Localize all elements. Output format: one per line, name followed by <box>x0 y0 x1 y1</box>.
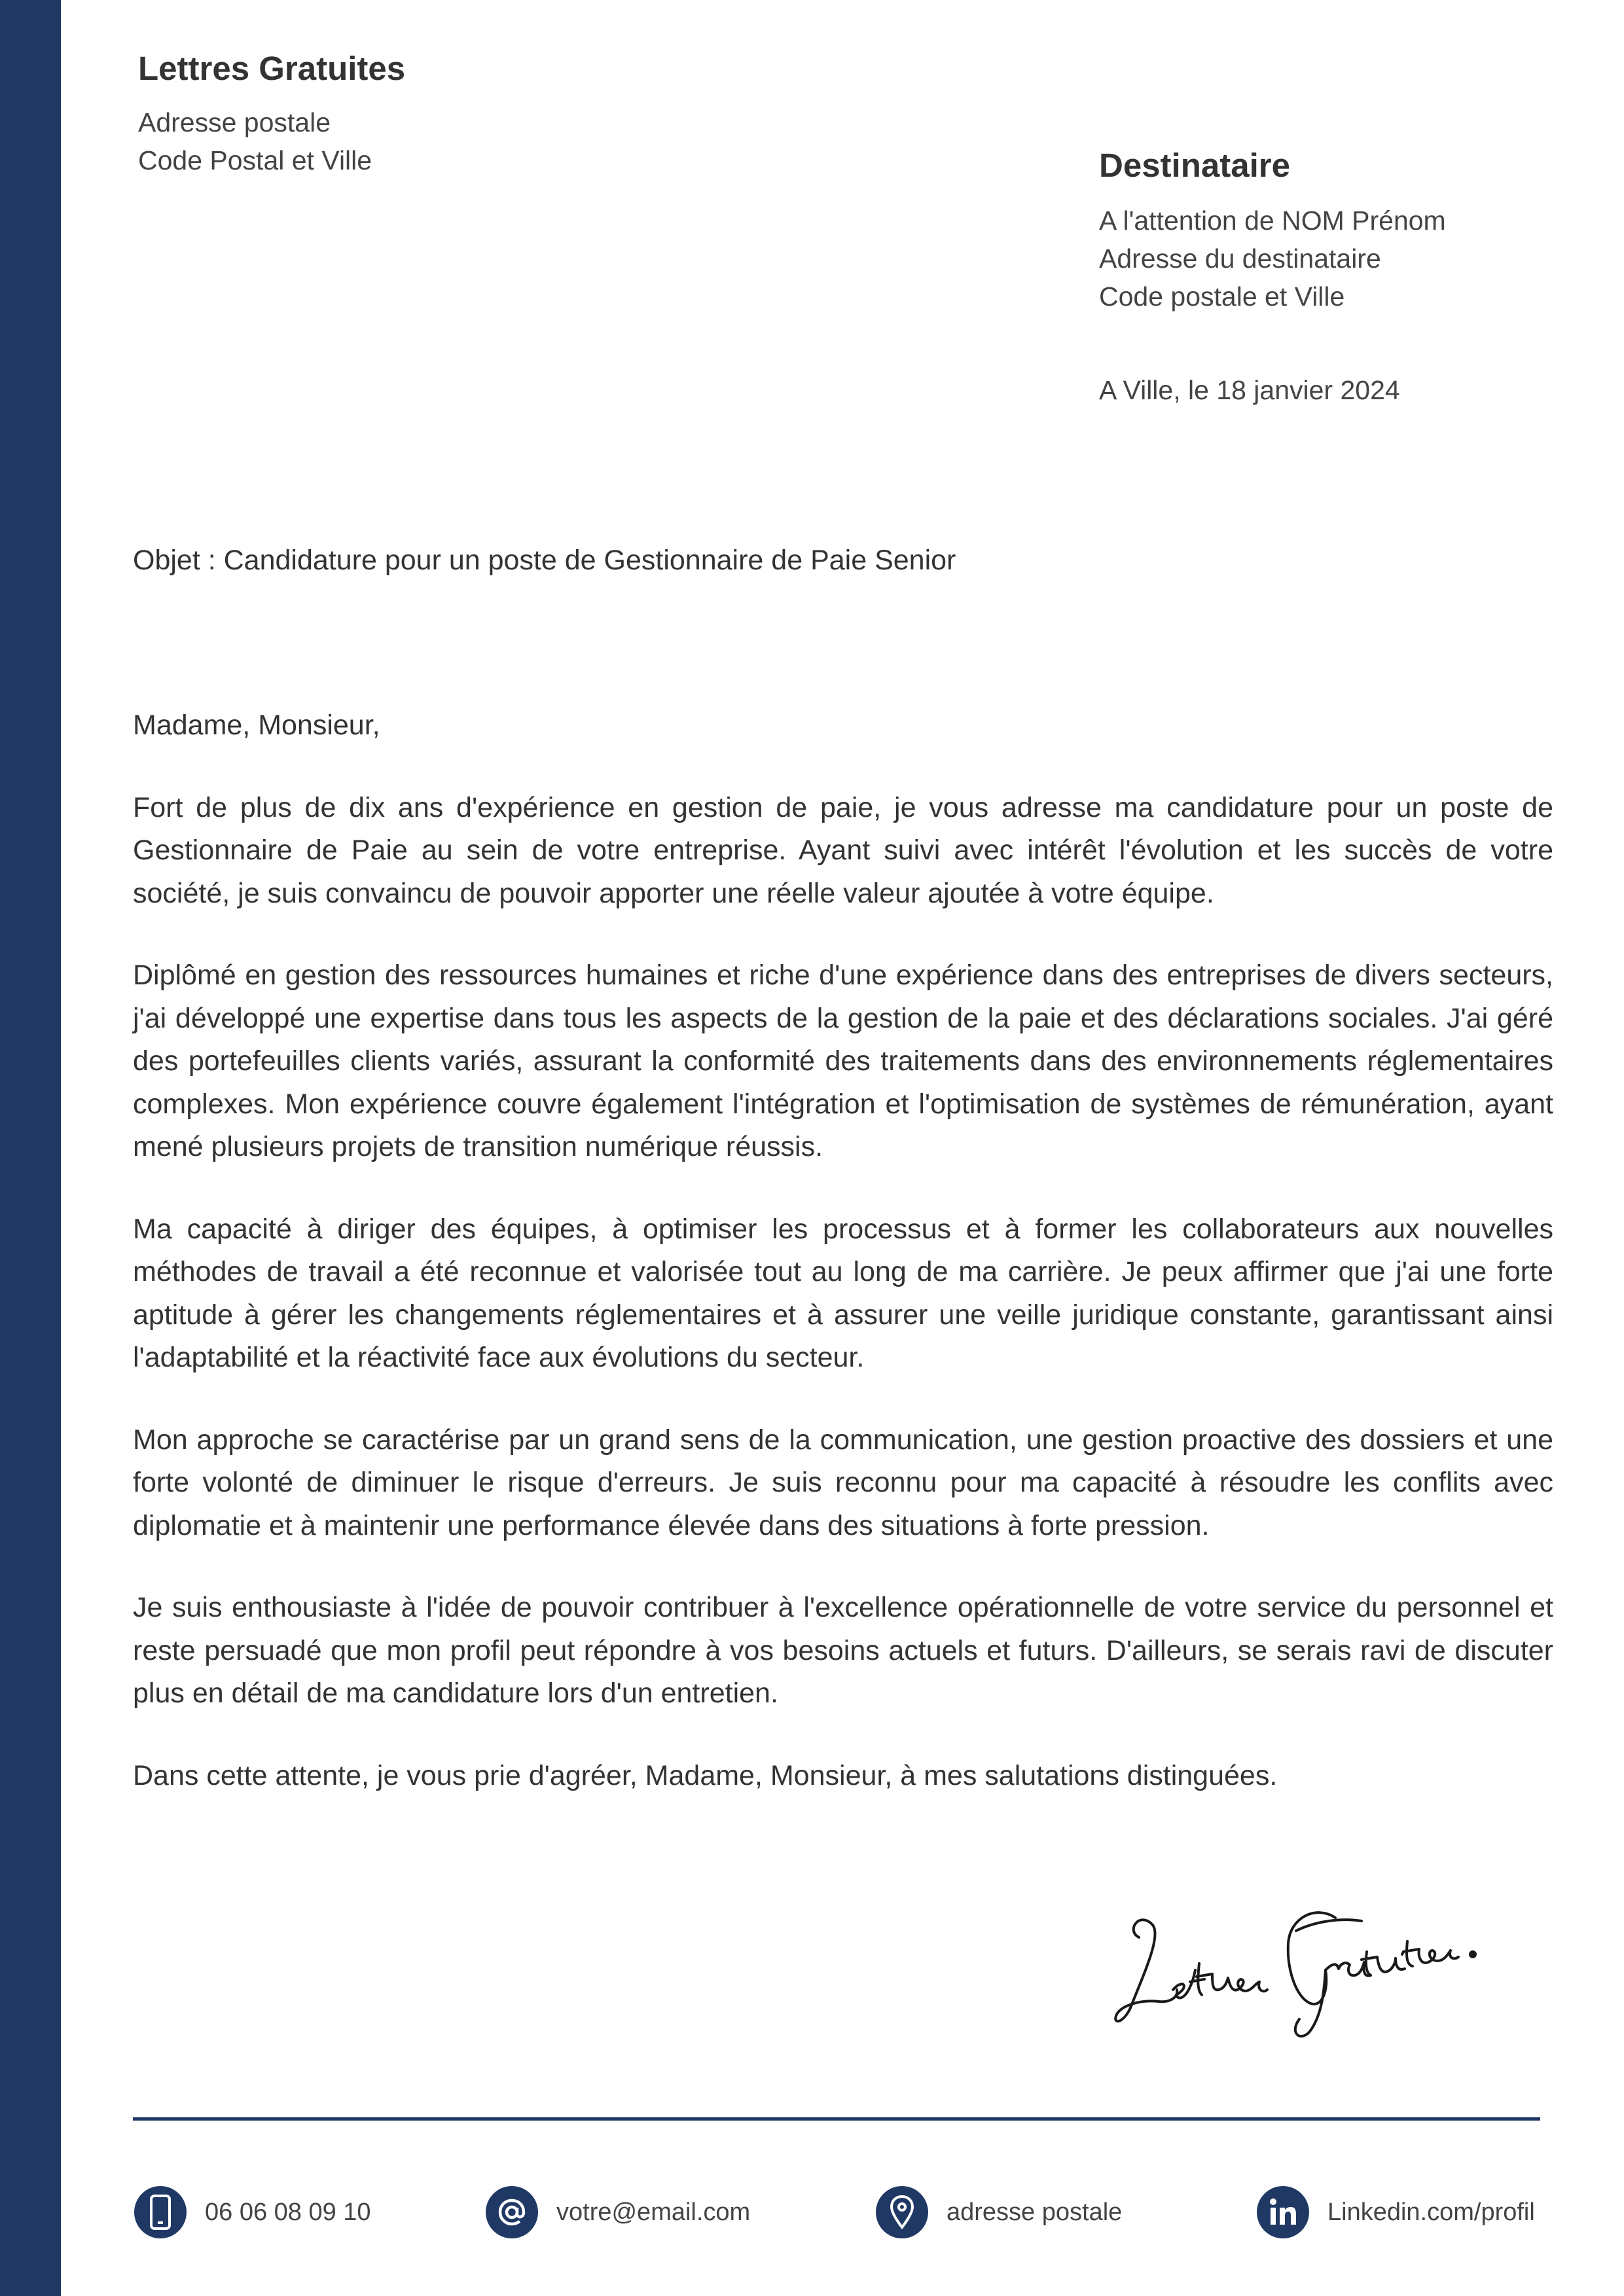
salutation: Madame, Monsieur, <box>133 709 380 741</box>
paragraph-5: Je suis enthousiaste à l'idée de pouvoir contribuer à l'excellence opérationnelle de votre service du personnel et reste persuadé que mon profil peut répondre à vos besoins actuels et futurs. D'ailleurs, se serais ravi de discuter plus en détail de ma candidature lors d'un entretien. <box>133 1592 1553 1709</box>
contact-address <box>876 2186 1122 2238</box>
sender-block <box>138 46 405 179</box>
postal-address: adresse postale <box>947 2198 1123 2226</box>
recipient-block <box>1099 143 1446 315</box>
recipient-address: Adresse du destinataire <box>1099 243 1381 274</box>
recipient-attention: A l'attention de NOM Prénom <box>1099 206 1446 236</box>
footer-divider <box>133 2117 1540 2121</box>
linkedin-profile[interactable]: Linkedin.com/profil <box>1327 2198 1535 2226</box>
letter-date: A Ville, le 18 janvier 2024 <box>1099 375 1400 405</box>
left-accent-bar <box>0 0 61 2296</box>
paragraph-1: Fort de plus de dix ans d'expérience en gestion de paie, je vous adresse ma candidature pour un poste de Gestionnaire de Paie au sein de votre entreprise. Ayant suivi avec intérêt l'évolution et les succès de votre société, je suis convaincu de pouvoir apporter une réelle valeur ajoutée à votre équipe. <box>133 791 1553 909</box>
closing-paragraph: Dans cette attente, je vous prie d'agréer, Madame, Monsieur, à mes salutations distinguées. <box>133 1759 1278 1791</box>
recipient-title: Destinataire <box>1099 147 1290 184</box>
contact-email <box>486 2186 750 2238</box>
at-sign-icon <box>486 2186 538 2238</box>
sender-address: Adresse postale <box>138 107 331 137</box>
paragraph-2: Diplômé en gestion des ressources humaines et riche d'une expérience dans des entreprises de divers secteurs, j'ai développé une expertise dans tous les aspects de la gestion de la paie et des déclarations sociales. J'ai géré des portefeuilles clients variés, assurant la conformité des traitements dans des environnements réglementaires complexes. Mon expérience couvre également l'intégration et l'optimisation de systèmes de rémunération, ayant mené plusieurs projets de transition numérique réussis. <box>133 960 1553 1162</box>
sender-name: Lettres Gratuites <box>138 50 406 87</box>
signature <box>1100 1892 1492 2042</box>
paragraph-4: Mon approche se caractérise par un grand sens de la communication, une gestion proactive des dossiers et une forte volonté de diminuer le risque d'erreurs. Je suis reconnu pour ma capacité à résoudre les conflits avec diplomatie et à maintenir une performance élevée dans des situations à forte pression. <box>133 1424 1553 1541</box>
map-pin-icon <box>876 2186 928 2238</box>
phone-number[interactable]: 06 06 08 09 10 <box>205 2198 371 2226</box>
contact-phone <box>134 2186 371 2238</box>
phone-icon <box>134 2186 187 2238</box>
letter-body <box>133 704 1553 1837</box>
email-address[interactable]: votre@email.com <box>556 2198 751 2226</box>
paragraph-3: Ma capacité à diriger des équipes, à optimiser les processus et à former les collaborateurs aux nouvelles méthodes de travail a été reconnue et valorisée tout au long de ma carrière. Je peux affirmer que j'ai une forte aptitude à gérer les changements réglementaires et à assurer une veille juridique constante, garantissant ainsi l'adaptabilité et la réactivité face aux évolutions du secteur. <box>133 1213 1553 1373</box>
letter-subject: Objet : Candidature pour un poste de Gestionnaire de Paie Senior <box>133 545 956 576</box>
sender-city: Code Postal et Ville <box>138 145 372 175</box>
contact-linkedin <box>1257 2186 1535 2238</box>
linkedin-icon <box>1257 2186 1309 2238</box>
recipient-city: Code postale et Ville <box>1099 281 1345 312</box>
